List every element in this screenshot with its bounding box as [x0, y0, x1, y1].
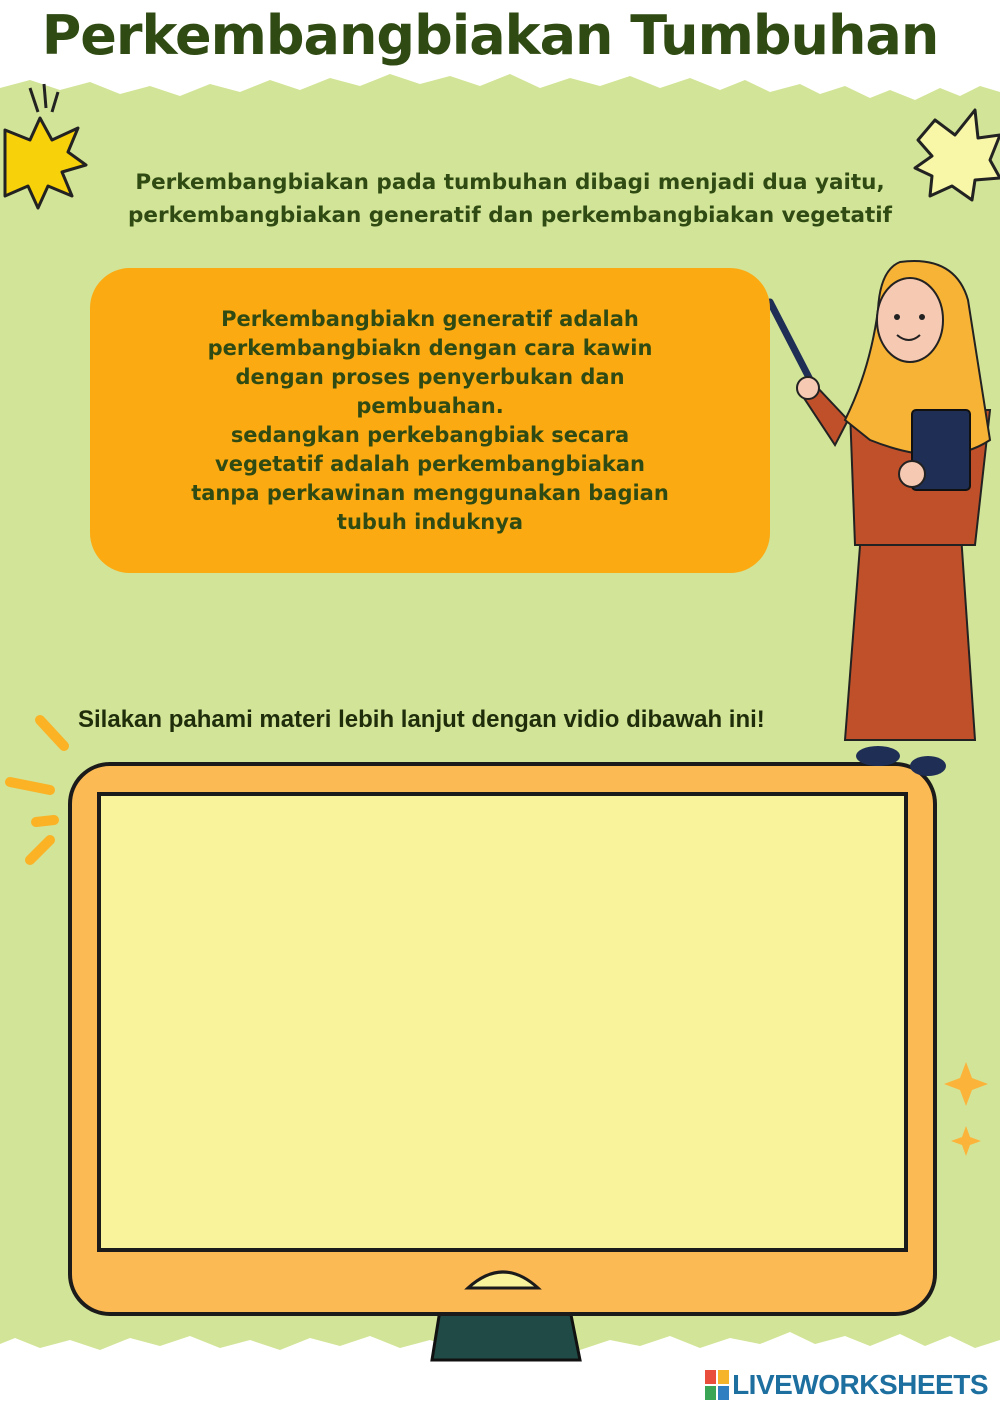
liveworksheets-logo-icon	[705, 1370, 729, 1400]
info-line: dengan proses penyerbukan dan	[235, 365, 625, 389]
watermark-text: LIVEWORKSHEETS	[732, 1369, 988, 1400]
info-box-text	[130, 305, 730, 537]
info-line: perkembangbiakn dengan cara kawin	[207, 336, 653, 360]
sparkle-lines	[10, 720, 64, 860]
teacher-illustration	[770, 261, 990, 776]
info-line: pembuahan.	[356, 394, 504, 418]
video-prompt: Silakan pahami materi lebih lanjut dengan vidio dibawah ini!	[78, 706, 765, 733]
info-line: tubuh induknya	[336, 510, 524, 534]
intro-text	[60, 166, 960, 232]
info-line: sedangkan perkebangbiak secara	[230, 423, 630, 447]
page-title: Perkembangbiakan Tumbuhan	[41, 4, 939, 67]
video-embed-area[interactable]	[101, 796, 904, 1248]
liveworksheets-watermark[interactable]	[705, 1368, 988, 1402]
intro-line: Perkembangbiakan pada tumbuhan dibagi menjadi dua yaitu,	[135, 170, 885, 195]
sparkle-icon	[944, 1062, 988, 1156]
info-line: Perkembangbiakn generatif adalah	[221, 307, 639, 331]
info-line: tanpa perkawinan menggunakan bagian	[191, 481, 669, 505]
intro-line: perkembangbiakan generatif dan perkembangbiakan vegetatif	[128, 203, 892, 228]
info-line: vegetatif adalah perkembangbiakan	[215, 452, 645, 476]
